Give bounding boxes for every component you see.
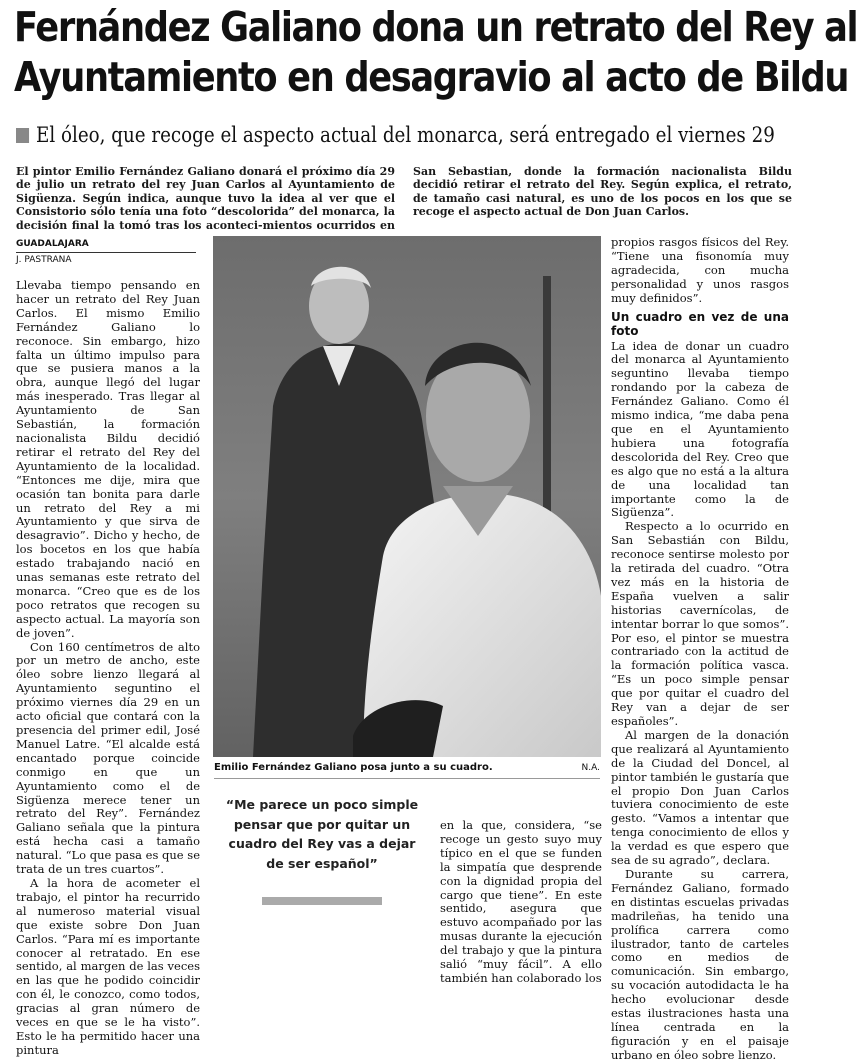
photo-credit: N.A.	[581, 763, 600, 773]
photo-caption	[214, 762, 600, 774]
body-paragraph: La idea de donar un cuadro del monarca al Ayuntamiento seguntino llevaba tiempo rondando por la cabeza de Fernández Galiano. Como él mismo indica, “me daba pena que en el Ayuntamiento hubiera una fotografía descolorida del Rey. Creo que es algo que no está a la altura de una localidad tan importante como la de Sigüenza”.	[611, 338, 789, 520]
body-paragraph: en la que, considera, “se recoge un gesto suyo muy típico en el que se funden la simpatía que desprende con la dignidad propia del cargo que tiene”. En este sentido, asegura que estuvo acompañado por las musas durante la ejecución del trabajo y que la pintura salió “muy fácil”. A ello también han colaborado los	[440, 818, 602, 985]
body-paragraph: A la hora de acometer el trabajo, el pintor ha recurrido al numeroso material visual que existe sobre Don Juan Carlos. “Para mí es importante conocer al retratado. En ese sentido, al margen de las veces en las que he podido coincidir con él, le conozco, como todos, gracias al gran número de veces en que se le ha visto”. Esto le ha permitido hacer una pintura	[16, 875, 200, 1057]
headline-line-1: Fernández Galiano dona un retrato del Rey al	[14, 3, 857, 51]
subheadline	[16, 122, 775, 148]
body-paragraph: Llevaba tiempo pensando en hacer un retrato del Rey Juan Carlos. El mismo Emilio Fernández Galiano lo reconoce. Sin embargo, hizo falta un último impulso para que se pusiera manos a la obra, aunque llegó del lugar más inesperado. Tras llegar al Ayuntamiento de San Sebastián, la formación nacionalista Bildu decidió retirar el retrato del Rey del Ayuntamiento de la localidad. “Entonces me dije, mira que ocasión tan bonita para darle un retrato del Rey a mi Ayuntamiento y que sirva de desagravio”. Dicho y hecho, de los bocetos en los que había estado trabajando nació en unas semanas este retrato del monarca. “Creo que es de los poco retratos que recogen su aspecto actual. La mayoría son de joven”.	[16, 278, 200, 640]
body-paragraph: propios rasgos físicos del Rey. “Tiene una fisonomía muy agradecida, con mucha personalidad y unos rasgos muy definidos”.	[611, 235, 789, 305]
pull-quote-bar	[262, 897, 382, 905]
portrait-photo-illustration	[213, 236, 601, 757]
body-paragraph: Con 160 centímetros de alto por un metro de ancho, este óleo sobre lienzo llegará al Ayuntamiento seguntino el próximo viernes día 29 en un acto oficial que contará con la presencia del primer edil, José Manuel Latre. “El alcalde está encantado porque coincide conmigo en que un Ayuntamiento como el de Sigüenza merece tener un retrato del Rey”. Fernández Galiano señala que la pintura está hecha casi a tamaño natural. “Lo que pasa es que se trata de un tres cuartos”.	[16, 639, 200, 877]
body-column-1	[16, 278, 200, 1057]
body-paragraph: Durante su carrera, Fernández Galiano, formado en distintas escuelas privadas madrileñas, ha tenido una prolífica carrera como ilustrador, tanto de carteles como en medios de comunicación. Sin embargo, su vocación autodidacta le ha hecho evolucionar desde estas ilustraciones hasta una línea centrada en la figuración y en el paisaje urbano en óleo sobre lienzo.	[611, 866, 789, 1062]
lead-paragraph: El pintor Emilio Fernández Galiano donará el próximo día 29 de julio un retrato del rey Juan Carlos al Ayuntamiento de Sigüenza. Según indica, aunque tuvo la idea al ver que el Consistorio sólo tenía una foto “descolorida” del monarca, la decisión final la tomó tras los aconteci-mientos ocurridos en San Sebastian, donde la formación nacionalista Bildu decidió retirar el retrato del Rey. Según explica, el retrato, de tamaño casi natural, es uno de los pocos en los que se recoge el aspecto actual de Don Juan Carlos.	[16, 165, 792, 232]
subheadline-text: El óleo, que recoge el aspecto actual del monarca, será entregado el viernes 29	[36, 123, 775, 147]
headline-line-2: Ayuntamiento en desagravio al acto de Bildu	[14, 53, 849, 101]
body-column-2	[440, 818, 602, 985]
byline-author: J. PASTRANA	[16, 255, 72, 265]
pull-quote: “Me parece un poco simple pensar que por quitar un cuadro del Rey vas a dejar de ser español”	[225, 797, 419, 871]
body-paragraph: Al margen de la donación que realizará al Ayuntamiento de la Ciudad del Doncel, al pintor también le gustaría que el propio Don Juan Carlos tuviera conocimiento de este gesto. “Vamos a intentar que tenga conocimiento de ellos y la verdad es que espero que sea de su agrado”, declara.	[611, 727, 789, 868]
byline	[16, 238, 196, 266]
headline	[14, 2, 857, 102]
body-paragraph: Respecto a lo ocurrido en San Sebastián con Bildu, reconoce sentirse molesto por la retirada del cuadro. “Otra vez más en la historia de España vuelven a salir historias cavernícolas, de intentar borrar lo que somos”. Por eso, el pintor se muestra contrariado con la actitud de la formación política vasca. “Es un poco simple pensar que por quitar el cuadro del Rey van a dejar de ser españoles”.	[611, 519, 789, 728]
square-bullet-icon	[16, 128, 29, 143]
section-subtitle: Un cuadro en vez de una foto	[611, 309, 789, 338]
photo-caption-text: Emilio Fernández Galiano posa junto a su cuadro.	[214, 762, 493, 773]
article-photo	[213, 236, 601, 757]
body-column-3	[611, 235, 789, 1062]
caption-divider	[214, 778, 600, 779]
byline-section: GUADALAJARA	[16, 238, 196, 253]
